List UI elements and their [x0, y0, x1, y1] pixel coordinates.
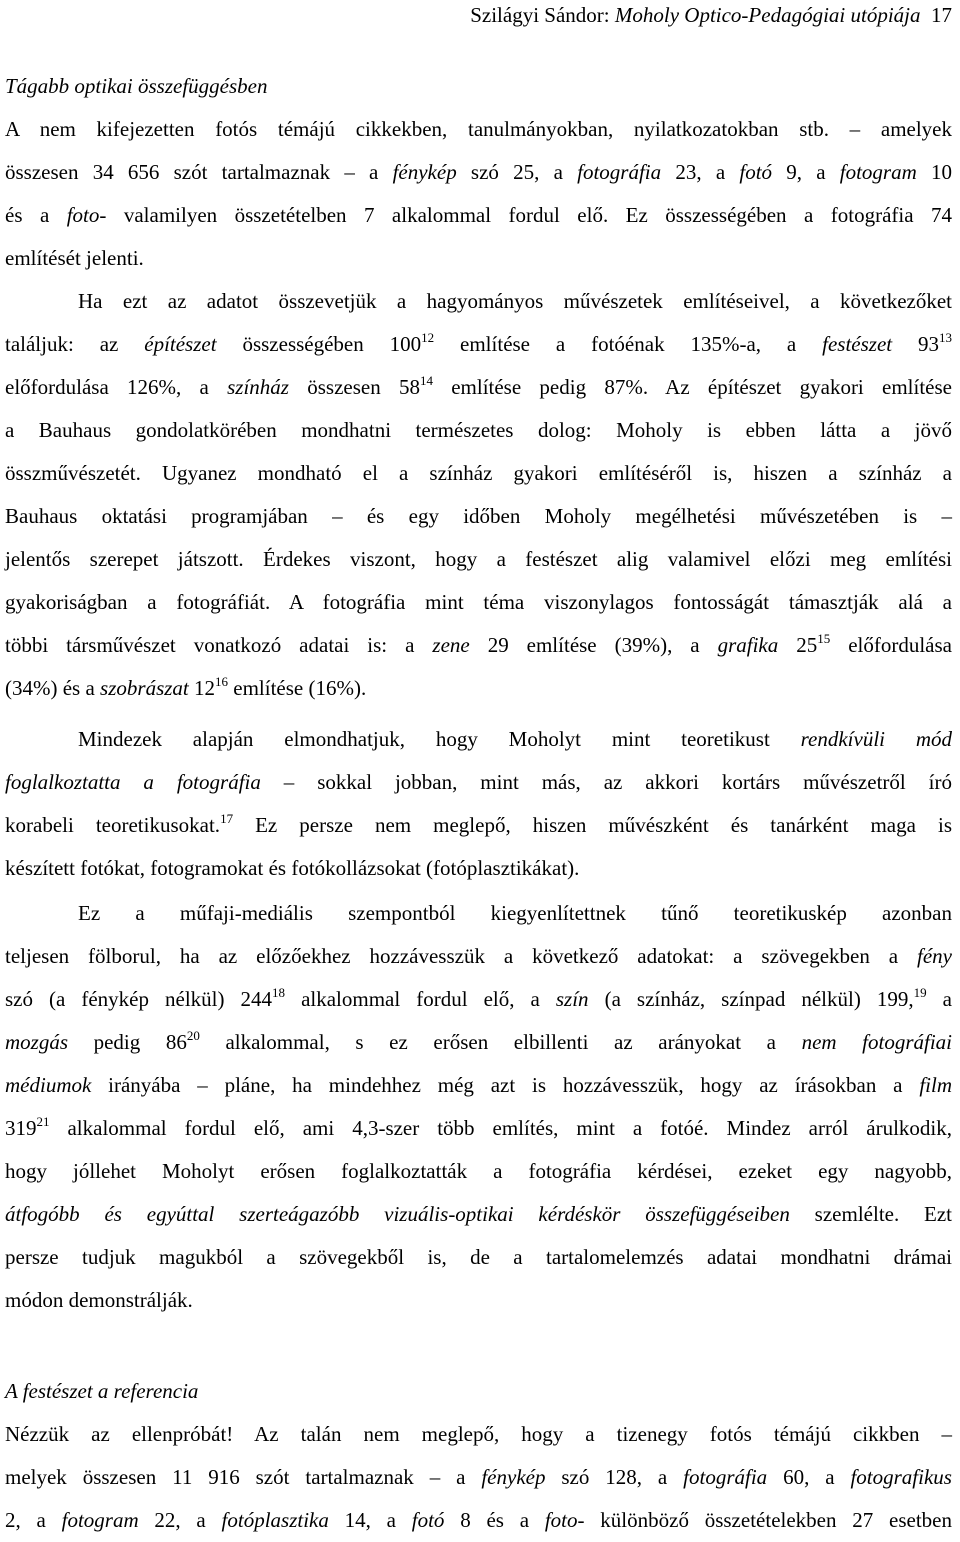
- paragraph-3: Mindezek alapján elmondhatjuk, hogy Moholyt mint teoretikust rendkívüli mód foglalkoztatta a fotográfia – sokkal jobban, mint más, az akkori kortárs művészetről író korabeli teoretikusokat.$^{17}$ Ez persze nem meglepő, hiszen művészként és tanárként maga is készített fotókat, fotogramokat és fotókollázsokat (fotóplasztikákat).: [5, 727, 952, 880]
- section-heading-2: A festészet a referencia: [5, 1379, 199, 1403]
- paragraph-4: Ez a műfaji-mediális szempontból kiegyenlítettnek tűnő teoretikuskép azonban teljesen fölborul, ha az előzőekhez hozzávesszük a következő adatokat: a szövegekben a fény szó (a fénykép nélkül) $244^{18}$ alkalommal fordul elő, a szín (a színház, színpad nélkül) 199,19 a mozgás pedig $86^{20}$ alkalommal, s ez erősen elbillenti az arányokat a nem fotográfiai médiumok irányába – pláne, ha mindehhez még azt is hozzávesszük, hogy az írásokban a film $319^{21}$ alkalommal fordul elő, ami 4,3-szer több említés, mint a fotóé. Mindez arról árulkodik, hogy jóllehet Moholyt erősen foglalkoztatták a fotográfia kérdései, ezeket egy nagyobb, átfogóbb és egyúttal szerteágazóbb vizuális-optikai kérdéskör összefüggéseiben szemlélte. Ezt persze tudjuk magukból a szövegekből is, de a tartalomelemzés adatai mondhatni drámai módon demonstrálják.: [5, 901, 953, 1312]
- header-title: Moholy Optico-Pedagógiai utópiája: [614, 3, 921, 27]
- paragraph-2: Ha ezt az adatot összevetjük a hagyományos művészetek említéseivel, a következőket találjuk: az építészet összességében $100^{12}$ említése a fotóénak 135%-a, a festészet $93^{13}$ előfordulása 126%, a színház összesen $58^{14}$ említése pedig 87%. Az építészet gyakori említése a Bauhaus gondolatkörében mondhatni természetes dolog: Moholy is ebben látta a jövő összművészetét. Ugyanez mondható el a színház gyakori említéséről is, hiszen a színház a Bauhaus oktatási programjában – és egy időben Moholy megélhetési művészetében is – jelentős szerepet játszott. Érdekes viszont, hogy a festészet alig valamivel előzi meg említési gyakoriságban a fotográfiát. A fotográfia mint téma viszonylagos fontosságát támasztják alá a többi társművészet vonatkozó adatai is: a zene 29 említése (39%), a grafika $25^{15}$ előfordulása (34%) és a szobrászat $12^{16}$ említése (16%).: [5, 289, 952, 700]
- paragraph-5: Nézzük az ellenpróbát! Az talán nem meglepő, hogy a tizenegy fotós témájú cikkben – melyek összesen 11 916 szót tartalmaznak – a fénykép szó 128, a fotográfia 60, a fotografikus 2, a fotogram 22, a fotóplasztika 14, a fotó 8 és a foto- különböző összetételekben 27 esetben: [5, 1422, 952, 1532]
- section-heading-1: Tágabb optikai összefüggésben: [5, 74, 268, 98]
- running-header: [470, 2, 952, 28]
- page-number: 17: [931, 3, 952, 27]
- header-author: Szilágyi Sándor:: [470, 3, 615, 27]
- paragraph-1: A nem kifejezetten fotós témájú cikkekben, tanulmányokban, nyilatkozatokban stb. – amelyek összesen 34 656 szót tartalmaznak – a fénykép szó 25, a fotográfia 23, a fotó 9, a fotogram 10 és a foto- valamilyen összetételben 7 alkalommal fordul elő. Ez összességében a fotográfia 74 említését jelenti.: [5, 117, 952, 270]
